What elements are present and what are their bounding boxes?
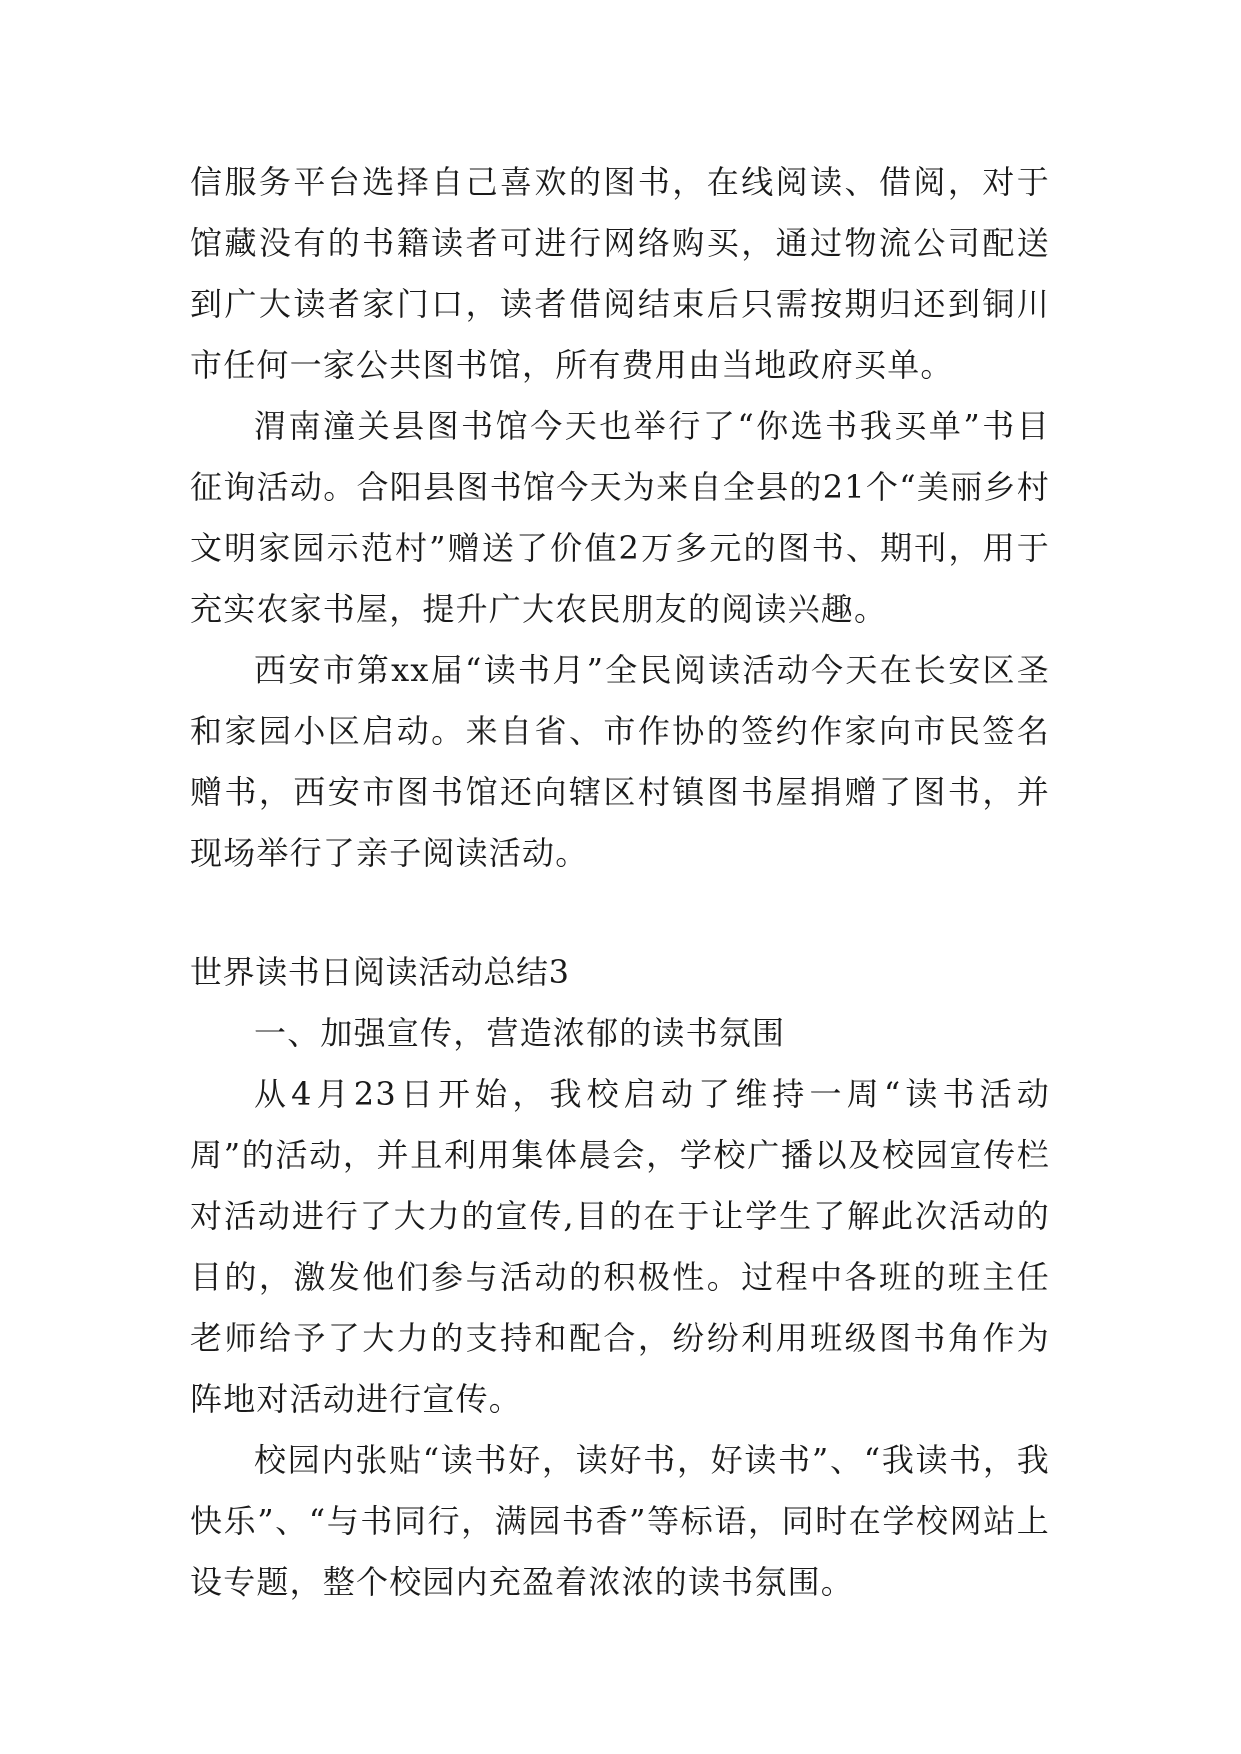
paragraph-platform-service: 信服务平台选择自己喜欢的图书，在线阅读、借阅，对于馆藏没有的书籍读者可进行网络购买，通过物流公司配送到广大读者家门口，读者借阅结束后只需按期归还到铜川市任何一家公共图书馆，所有费用由当地政府买单。 [190,163,1050,384]
section-subheading: 一、加强宣传，营造浓郁的读书氛围 [254,1014,786,1052]
document-body [190,152,1050,1613]
paragraph-weinan-tongguan: 渭南潼关县图书馆今天也举行了“你选书我买单”书目征询活动。合阳县图书馆今天为来自全县的21个“美丽乡村文明家园示范村”赠送了价值2万多元的图书、期刊，用于充实农家书屋，提升广大农民朋友的阅读兴趣。 [190,407,1050,628]
paragraph-xian-reading-month: 西安市第xx届“读书月”全民阅读活动今天在长安区圣和家园小区启动。来自省、市作协的签约作家向市民签名赠书，西安市图书馆还向辖区村镇图书屋捐赠了图书，并现场举行了亲子阅读活动。 [190,651,1050,872]
section-title: 世界读书日阅读活动总结3 [190,953,570,991]
paragraph-campus-slogans: 校园内张贴“读书好，读好书，好读书”、“我读书，我快乐”、“与书同行，满园书香”等标语，同时在学校网站上设专题，整个校园内充盈着浓浓的读书氛围。 [190,1441,1050,1601]
paragraph-reading-week: 从4月23日开始，我校启动了维持一周“读书活动周”的活动，并且利用集体晨会，学校广播以及校园宣传栏对活动进行了大力的宣传,目的在于让学生了解此次活动的目的，激发他们参与活动的积极性。过程中各班的班主任老师给予了大力的支持和配合，纷纷利用班级图书角作为阵地对活动进行宣传。 [190,1075,1050,1418]
